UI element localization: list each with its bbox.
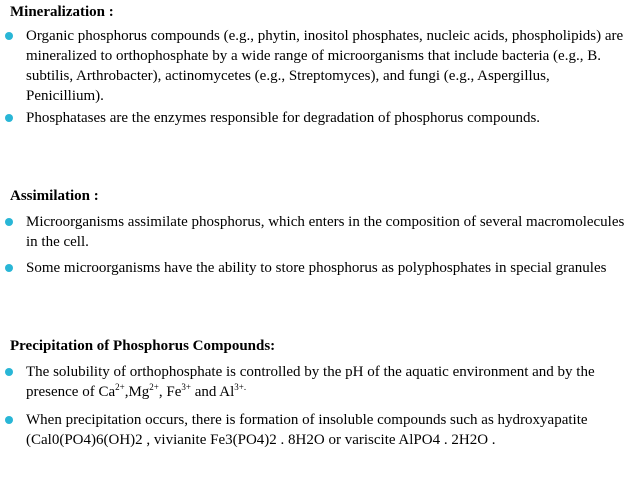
mineralization-bullet-1: Organic phosphorus compounds (e.g., phytin, inositol phosphates, nucleic acids, phospholipids) are mineralized to orthophosphate by a wide range of microorganisms that include bacteria (e.g., B. subtilis, Arthrobacter), actinomycetes (e.g., Streptomyces), and fungi (e.g., Aspergillus, Penicillium). bbox=[26, 28, 624, 104]
list-item bbox=[0, 108, 632, 128]
list-item bbox=[0, 258, 632, 278]
assimilation-bullet-2: Some microorganisms have the ability to store phosphorus as polyphosphates in special granules bbox=[26, 260, 607, 276]
mineralization-heading: Mineralization : bbox=[10, 4, 114, 20]
bullet-icon bbox=[4, 113, 14, 123]
list-item bbox=[0, 212, 632, 252]
superscript: 2+ bbox=[115, 382, 125, 392]
list-item bbox=[0, 26, 632, 106]
assimilation-bullet-1: Microorganisms assimilate phosphorus, which enters in the composition of several macromolecules in the cell. bbox=[26, 214, 625, 250]
assimilation-heading: Assimilation : bbox=[10, 188, 99, 204]
superscript: 3+. bbox=[234, 382, 247, 392]
superscript: 2+ bbox=[149, 382, 159, 392]
superscript: 3+ bbox=[181, 382, 191, 392]
mineralization-bullet-2: Phosphatases are the enzymes responsible for degradation of phosphorus compounds. bbox=[26, 110, 541, 126]
list-item bbox=[0, 362, 632, 402]
bullet-icon bbox=[4, 217, 14, 227]
precipitation-bullet-2: When precipitation occurs, there is formation of insoluble compounds such as hydroxyapatite (Cal0(PO4)6(OH)2 , vivianite Fe3(PO4)2 . 8H2O or variscite AlPO4 . 2H2O . bbox=[26, 412, 588, 448]
bullet-icon bbox=[4, 367, 14, 377]
bullet-icon bbox=[4, 415, 14, 425]
bullet-icon bbox=[4, 31, 14, 41]
list-item bbox=[0, 410, 632, 450]
precipitation-bullet-1: The solubility of orthophosphate is controlled by the pH of the aquatic environment and by the presence of $Ca^{2+},Mg^{2+}$, $Fe^{3+}$ and $Al^{3+.}$ bbox=[26, 364, 595, 400]
bullet-icon bbox=[4, 263, 14, 273]
precipitation-heading: Precipitation of Phosphorus Compounds: bbox=[10, 338, 276, 354]
